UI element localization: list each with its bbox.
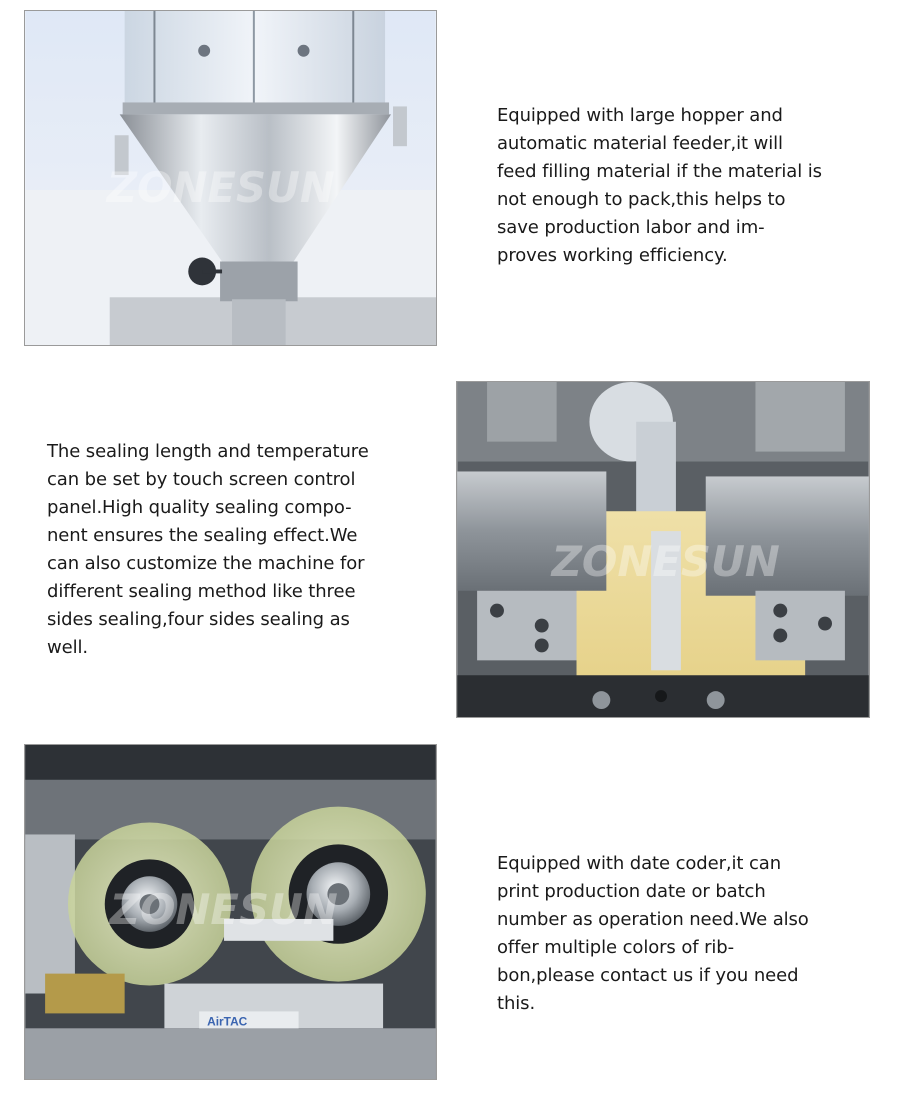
text-line: nent ensures the sealing effect.We [47,525,358,546]
text-line: well. [47,637,89,658]
airtac-label: AirTAC [207,1014,248,1029]
date-coder-illustration [25,745,436,1079]
text-line: The sealing length and temperature [47,441,369,462]
text-line: offer multiple colors of rib- [497,937,735,958]
text-line: Equipped with date coder,it can [497,853,782,874]
text-line: print production date or batch [497,881,766,902]
hopper-illustration [25,11,436,345]
sealing-illustration [457,382,869,717]
text-line: different sealing method like three [47,581,356,602]
hopper-description [497,102,822,270]
text-line: sides sealing,four sides sealing as [47,609,350,630]
date-coder-description [497,850,809,1018]
text-line: feed filling material if the material is [497,161,822,182]
text-line: panel.High quality sealing compo- [47,497,352,518]
text-line: automatic material feeder,it will [497,133,783,154]
sealing-photo [456,381,870,718]
sealing-description [47,438,369,662]
text-line: proves working efficiency. [497,245,728,266]
text-line: Equipped with large hopper and [497,105,783,126]
watermark-text: ZONESUN [109,884,338,934]
watermark-text: ZONESUN [551,536,780,586]
text-line: not enough to pack,this helps to [497,189,786,210]
hopper-photo [24,10,437,346]
text-line: number as operation need.We also [497,909,809,930]
text-line: this. [497,993,536,1014]
text-line: save production labor and im- [497,217,765,238]
watermark-text: ZONESUN [106,162,335,212]
text-line: bon,please contact us if you need [497,965,799,986]
text-line: can also customize the machine for [47,553,365,574]
date-coder-photo [24,744,437,1080]
text-line: can be set by touch screen control [47,469,356,490]
